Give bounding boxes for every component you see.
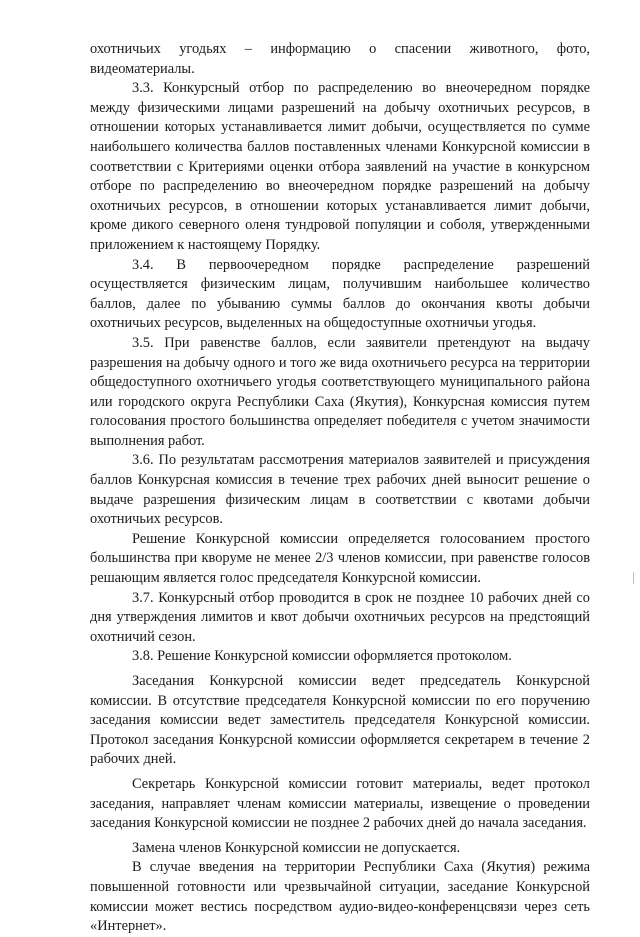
paragraph-3-6: 3.6. По результатам рассмотрения материалов заявителей и присуждения баллов Конкурсная комиссия в течение трех рабочих дней выносит решение о выдаче разрешения физическим лицам в соответствии с квотами добычи охотничьих ресурсов. <box>90 452 590 528</box>
paragraph-meetings-chair: Заседания Конкурсной комиссии ведет председатель Конкурсной комиссии. В отсутствие председателя Конкурсной комиссии по его поручению заседания комиссии ведет заместитель председателя Конкурсной комиссии. Протокол заседания Конкурсной комиссии оформляется секретарем в течение 2 рабочих дней. <box>90 673 590 768</box>
paragraph-secretary: Секретарь Конкурсной комиссии готовит материалы, ведет протокол заседания, направляет членам комиссии материалы, извещение о проведении заседания Конкурсной комиссии не позднее 2 рабочих дней до начала заседания. <box>90 775 590 832</box>
paragraph-no-replacement: Замена членов Конкурсной комиссии не допускается. <box>132 839 461 856</box>
paragraph-continuation: охотничьих угодьях – информацию о спасении животного, фото, видеоматериалы. <box>90 41 590 77</box>
paragraph-videoconference: В случае введения на территории Республики Саха (Якутия) режима повышенной готовности или чрезвычайной ситуации, заседание Конкурсной комиссии может вестись посредством аудио-видео-конференцсвязи через сеть «Интернет». <box>90 859 590 935</box>
paragraph-3-4: 3.4. В первоочередном порядке распределение разрешений осуществляется физическим лицам, получившим наибольшее количество баллов, далее по убыванию суммы баллов до окончания квоты добычи охотничьих ресурсов, выделенных на общедоступные охотничьи угодья. <box>90 256 590 332</box>
scan-edge-mark <box>633 572 634 584</box>
paragraph-decision-voting: Решение Конкурсной комиссии определяется голосованием простого большинства при кворуме не менее 2/3 членов комиссии, при равенстве голосов решающим является голос председателя Конкурсной комиссии. <box>90 530 590 587</box>
paragraph-3-3: 3.3. Конкурсный отбор по распределению во внеочередном порядке между физическими лицами разрешений на добычу охотничьих ресурсов, в отношении которых устанавливается лимит добычи, осуществляется по сумме наибольшего количества баллов поставленных членами Конкурсной комиссии в соответствии с Критериями оценки отбора заявлений на участие в конкурсном отборе по распределению во внеочередном порядке разрешений на добычу охотничьих ресурсов, в отношении которых устанавливается лимит добычи, кроме дикого северного оленя тундровой популяции и соболя, утвержденными приложением к настоящему Порядку. <box>90 80 590 253</box>
paragraph-3-7: 3.7. Конкурсный отбор проводится в срок не позднее 10 рабочих дней со дня утверждения лимитов и квот добычи охотничьих ресурсов на предстоящий охотничий сезон. <box>90 589 590 645</box>
paragraph-3-5: 3.5. При равенстве баллов, если заявители претендуют на выдачу разрешения на добычу одного и того же вида охотничьего ресурса на территории общедоступного охотничьего угодья соответствующего муниципального района или городского округа Республики Саха (Якутия), Конкурсная комиссия путем голосования простого большинства определяет победителя с учетом значимости выполнения работ. <box>90 334 590 449</box>
paragraph-3-8: 3.8. Решение Конкурсной комиссии оформляется протоколом. <box>132 648 512 665</box>
